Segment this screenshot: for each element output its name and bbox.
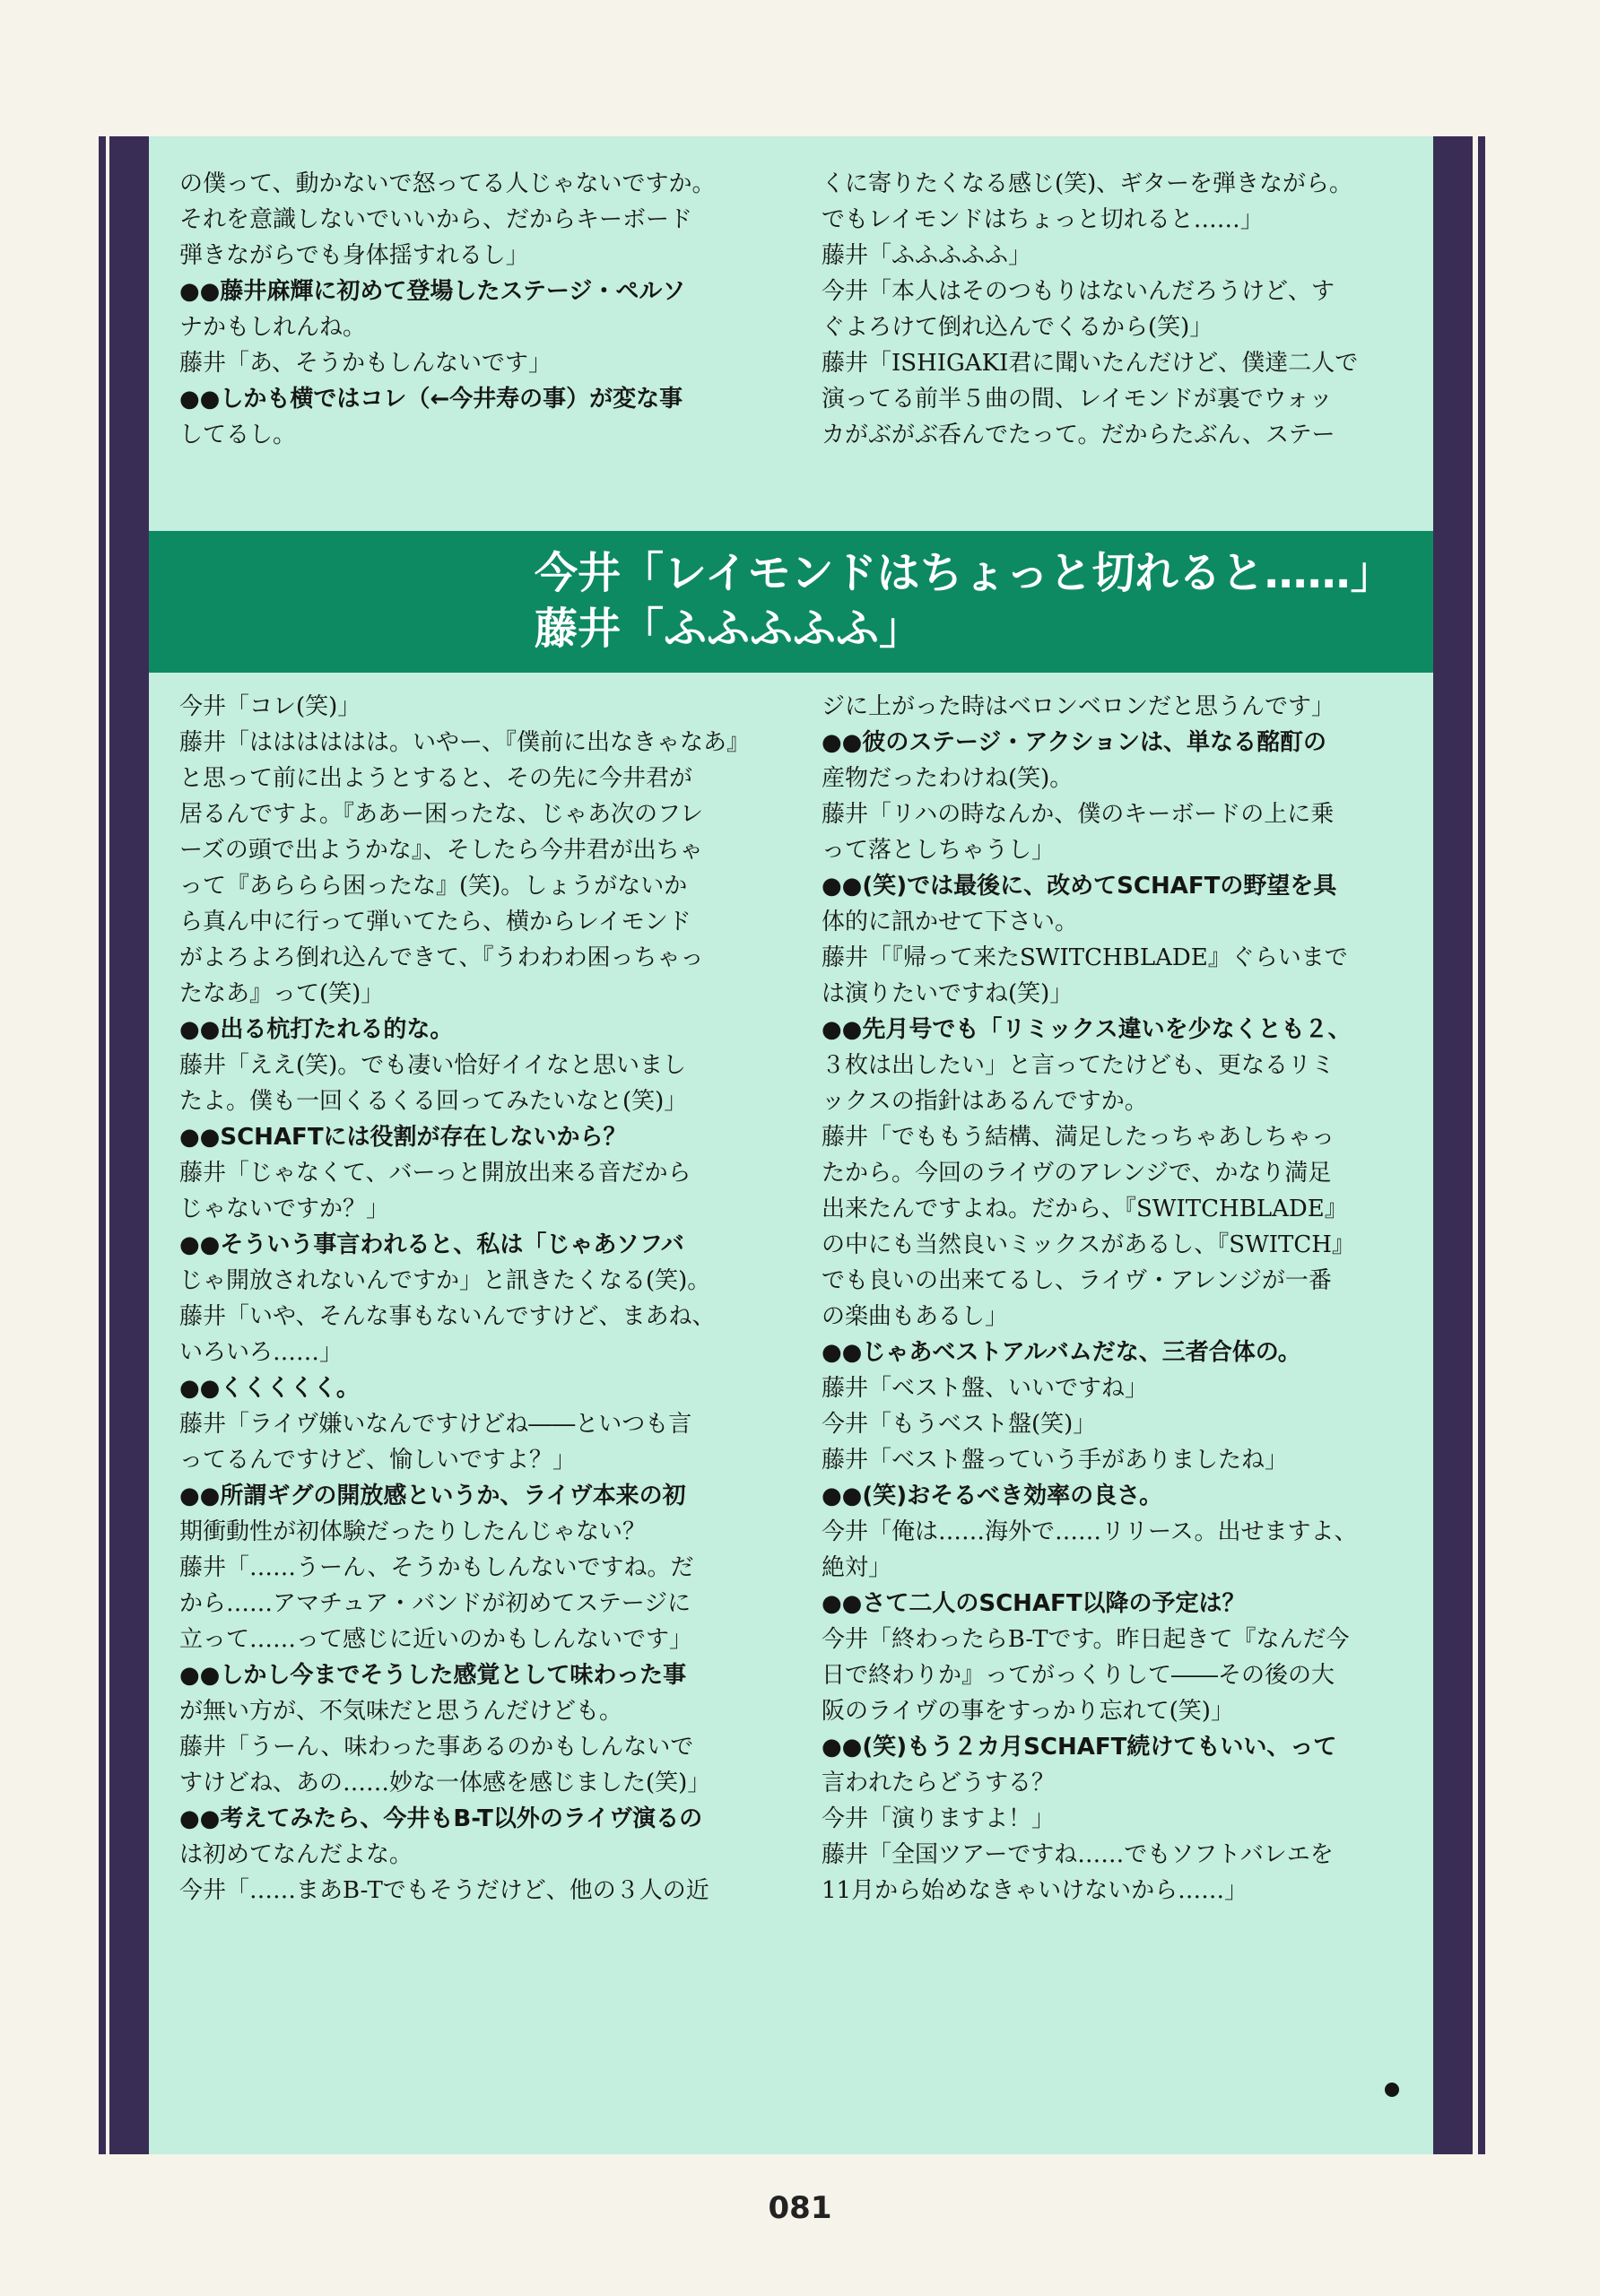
text-line: 今井「終わったらB-Tです。昨日起きて『なんだ今 (822, 1626, 1350, 1653)
text-line: ーズの頭で出ようかな』、そしたら今井君が出ちゃ (179, 837, 703, 864)
text-line: は演りたいですね(笑)」 (822, 980, 1074, 1007)
text-line: ●●しかし今までそうした感覚として味わった事 (179, 1662, 687, 1689)
text-line: の僕って、動かないで怒ってる人じゃないですか。 (179, 170, 716, 197)
text-line: ●●くくくくく。 (179, 1375, 360, 1402)
end-mark-icon (1385, 2083, 1399, 2097)
text-line: ●●(笑)もう２カ月SCHAFT続けてもいい、って (822, 1734, 1337, 1761)
text-line: ●●そういう事言われると、私は「じゃあソフバ (179, 1231, 684, 1258)
text-line: でもレイモンドはちょっと切れると……」 (822, 206, 1264, 233)
text-line: 藤井「じゃなくて、バーっと開放出来る音だから (179, 1160, 691, 1187)
text-line: 藤井「うーん、味わった事あるのかもしんないで (179, 1734, 694, 1761)
text-line: 演ってる前半５曲の間、レイモンドが裏でウォッ (822, 386, 1333, 413)
text-line: でも良いの出来てるし、ライヴ・アレンジが一番 (822, 1267, 1332, 1294)
text-line: と思って前に出ようとすると、その先に今井君が (179, 765, 693, 792)
bottom-left-column (179, 689, 798, 1909)
headline-line-2: 藤井「ふふふふふ」 (535, 604, 923, 654)
text-line: たよ。僕も一回くるくる回ってみたいなと(笑)」 (179, 1088, 688, 1115)
headline-band (149, 531, 1433, 673)
text-line: ●●しかも横ではコレ（←今井寿の事）が変な事 (179, 386, 683, 413)
text-line: から……アマチュア・バンドが初めてステージに (179, 1590, 691, 1617)
text-line: ●●(笑)では最後に、改めてSCHAFTの野望を具 (822, 873, 1337, 900)
text-line: 藤井「ライヴ嫌いなんですけどね――といつも言 (179, 1411, 692, 1438)
text-line: ●●じゃあベストアルバムだな、三者合体の。 (822, 1339, 1301, 1366)
text-line: 立って……って感じに近いのかもしんないです」 (179, 1626, 693, 1653)
text-line: 体的に訊かせて下さい。 (822, 909, 1079, 935)
text-line: 今井「……まあB-Tでもそうだけど、他の３人の近 (179, 1877, 709, 1904)
text-line: ックスの指針はあるんですか。 (822, 1088, 1148, 1115)
text-line: カがぶがぶ呑んでたって。だからたぶん、ステー (822, 422, 1335, 448)
text-line: が無い方が、不気味だと思うんだけども。 (179, 1698, 623, 1725)
text-line: は初めてなんだよな。 (179, 1841, 413, 1868)
text-line: ●●SCHAFTには役割が存在しないから？ (179, 1124, 627, 1151)
text-line: ナかもしれんね。 (179, 314, 367, 341)
text-line: ●●(笑)おそるべき効率の良さ。 (822, 1483, 1163, 1509)
text-line: の中にも当然良いミックスがあるし、『SWITCH』 (822, 1231, 1355, 1258)
text-line: 藤井「リハの時なんか、僕のキーボードの上に乗 (822, 801, 1335, 828)
text-line: 藤井「ベスト盤、いいですね」 (822, 1375, 1149, 1402)
text-line: 今井「本人はそのつもりはないんだろうけど、す (822, 278, 1335, 305)
text-line: じゃ開放されないんですか」と訊きたくなる(笑)。 (179, 1267, 711, 1294)
text-line: ●●考えてみたら、今井もB-T以外のライヴ演るの (179, 1805, 703, 1832)
text-line: 藤井「あ、そうかもしんないです」 (179, 350, 552, 377)
text-line: 藤井「ええ(笑)。でも凄い恰好イイなと思いまし (179, 1052, 686, 1079)
text-line: 弾きながらでも身体揺すれるし」 (179, 242, 529, 269)
text-line: ら真ん中に行って弾いてたら、横からレイモンド (179, 909, 691, 935)
text-line: いろいろ……」 (179, 1339, 343, 1366)
text-line: ●●藤井麻輝に初めて登場したステージ・ペルソ (179, 278, 686, 305)
text-line: ●●所謂ギグの開放感というか、ライヴ本来の初 (179, 1483, 686, 1509)
text-line: ●●彼のステージ・アクションは、単なる酩酊の (822, 729, 1327, 756)
text-line: の楽曲もあるし」 (822, 1303, 1009, 1330)
text-line: くに寄りたくなる感じ(笑)、ギターを弾きながら。 (822, 170, 1353, 197)
text-line: それを意識しないでいいから、だからキーボード (179, 206, 693, 233)
text-line: 藤井「ベスト盤っていう手がありましたね」 (822, 1447, 1289, 1474)
text-line: すけどね、あの……妙な一体感を感じました(笑)」 (179, 1770, 711, 1796)
text-line: 絶対」 (822, 1554, 892, 1581)
bottom-right-column (822, 689, 1422, 1909)
text-line: ジに上がった時はベロンベロンだと思うんです」 (822, 693, 1335, 720)
text-line: ●●出る杭打たれる的な。 (179, 1016, 454, 1043)
text-line: 居るんですよ。『ああー困ったな、じゃあ次のフレ (179, 801, 703, 828)
text-line: って『あららら困ったな』(笑)。しょうがないか (179, 873, 688, 900)
text-line: 藤井「ふふふふふ」 (822, 242, 1032, 269)
text-line: 藤井「いや、そんな事もないんですけど、まあね、 (179, 1303, 716, 1330)
text-line: 藤井「『帰って来たSWITCHBLADE』ぐらいまで (822, 944, 1348, 971)
text-line: 今井「もうベスト盤(笑)」 (822, 1411, 1097, 1438)
text-line: って落としちゃうし」 (822, 837, 1056, 864)
text-line: 日で終わりか』ってがっくりして――その後の大 (822, 1662, 1335, 1689)
text-line: 今井「俺は……海外で……リリース。出せますよ、 (822, 1518, 1358, 1545)
text-line: ●●先月号でも「リミックス違いを少なくとも２、 (822, 1016, 1352, 1043)
text-line: してるし。 (179, 422, 297, 448)
right-thick-bar (1433, 136, 1473, 2154)
text-line: ぐよろけて倒れ込んでくるから(笑)」 (822, 314, 1213, 341)
text-line: 阪のライヴの事をすっかり忘れて(笑)」 (822, 1698, 1234, 1725)
text-line: 藤井「はははははは。いやー、『僕前に出なきゃなあ』 (179, 729, 750, 756)
text-line: ３枚は出したい」と言ってたけども、更なるリミ (822, 1052, 1335, 1079)
text-line: 藤井「全国ツアーですね……でもソフトバレエを (822, 1841, 1334, 1868)
left-thin-bar (99, 136, 106, 2154)
text-line: 藤井「でももう結構、満足したっちゃあしちゃっ (822, 1124, 1335, 1151)
text-line: 今井「コレ(笑)」 (179, 693, 361, 720)
text-line: 言われたらどうする？ (822, 1770, 1056, 1796)
text-line: 期衝動性が初体験だったりしたんじゃない？ (179, 1518, 647, 1545)
text-line: ってるんですけど、愉しいですよ？」 (179, 1447, 577, 1474)
top-left-column (179, 166, 780, 453)
text-line: 藤井「……うーん、そうかもしんないですね。だ (179, 1554, 694, 1581)
headline-line-1: 今井「レイモンドはちょっと切れると……」 (535, 548, 1394, 598)
text-line: じゃないですか？」 (179, 1196, 390, 1222)
text-line: たから。今回のライヴのアレンジで、かなり満足 (822, 1160, 1332, 1187)
page-number: 081 (768, 2190, 832, 2226)
right-thin-bar (1478, 136, 1485, 2154)
text-line: 11月から始めなきゃいけないから……」 (822, 1877, 1248, 1904)
text-line: 藤井「ISHIGAKI君に聞いたんだけど、僕達二人で (822, 350, 1359, 377)
text-line: 出来たんですよね。だから、『SWITCHBLADE』 (822, 1196, 1348, 1222)
text-line: 今井「演りますよ！」 (822, 1805, 1056, 1832)
text-line: たなあ』って(笑)」 (179, 980, 385, 1007)
text-line: ●●さて二人のSCHAFT以降の予定は？ (822, 1590, 1246, 1617)
text-line: 産物だったわけね(笑)。 (822, 765, 1074, 792)
left-thick-bar (109, 136, 149, 2154)
top-right-column (822, 166, 1422, 453)
text-line: がよろよろ倒れ込んできて、『うわわわ困っちゃっ (179, 944, 704, 971)
